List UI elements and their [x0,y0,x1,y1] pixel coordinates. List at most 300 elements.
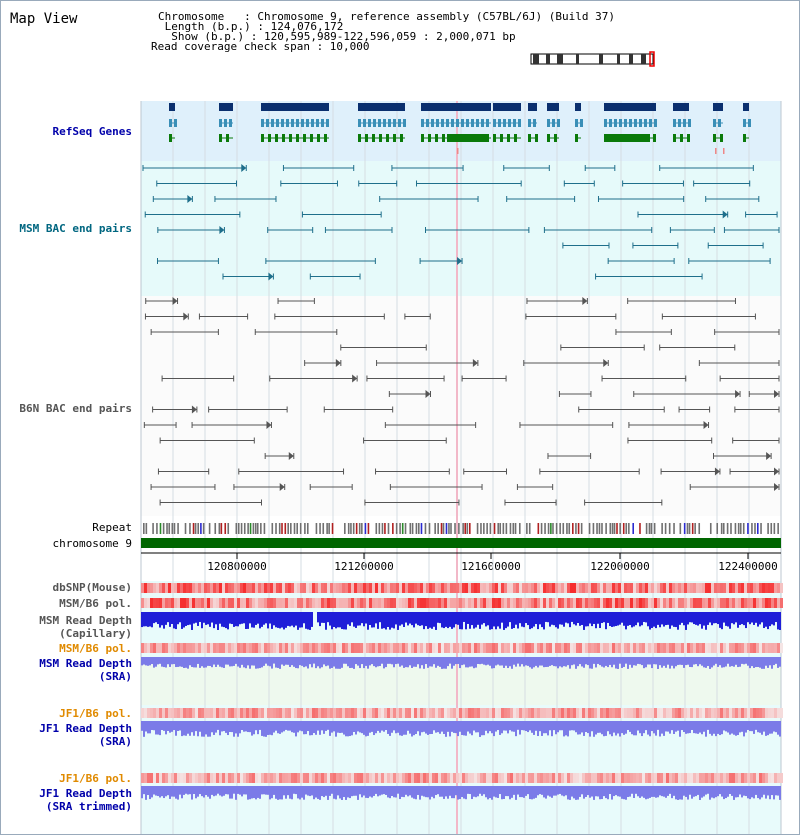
read-depth-bar [751,657,753,666]
polymorphism-cell [684,583,687,593]
polymorphism-cell [672,598,675,608]
read-depth-bar [283,612,285,629]
read-depth-bar [733,721,735,735]
track-label-b6n-bac[interactable]: B6N BAC end pairs [19,402,132,415]
read-depth-bar [463,657,465,665]
read-depth-bar [149,786,151,799]
polymorphism-cell [441,643,444,653]
read-depth-bar [747,612,749,622]
repeat-mark [418,523,420,534]
polymorphism-cell [756,598,759,608]
polymorphism-cell [621,773,624,783]
polymorphism-cell [291,773,294,783]
polymorphism-cell [708,708,711,718]
read-depth-bar [147,786,149,795]
read-depth-bar [173,786,175,797]
polymorphism-cell [702,708,705,718]
read-depth-bar [471,721,473,735]
read-depth-bar [437,657,439,666]
polymorphism-cell [609,643,612,653]
read-depth-bar [141,786,143,798]
read-depth-bar [323,721,325,734]
polymorphism-cell [357,643,360,653]
polymorphism-cell [714,708,717,718]
read-depth-bar [557,657,559,668]
polymorphism-cell [249,583,252,593]
read-depth-bar [523,721,525,730]
polymorphism-cell [714,643,717,653]
read-depth-bar [433,612,435,627]
polymorphism-cell [393,643,396,653]
polymorphism-cell [639,598,642,608]
polymorphism-cell [453,773,456,783]
polymorphism-cell [156,643,159,653]
read-depth-bar [401,612,403,624]
read-depth-bar [399,721,401,735]
polymorphism-cell [711,643,714,653]
repeat-mark [751,523,753,534]
read-depth-bar [501,721,503,733]
polymorphism-cell [522,708,525,718]
read-depth-bar [501,657,503,665]
read-depth-bar [439,657,441,667]
polymorphism-cell [249,598,252,608]
read-depth-bar [749,721,751,731]
read-depth-bar [141,721,143,731]
read-depth-bar [727,612,729,626]
read-depth-bar [615,786,617,795]
polymorphism-cell [507,583,510,593]
read-depth-bar [425,612,427,626]
polymorphism-cell [444,643,447,653]
polymorphism-cell [273,708,276,718]
polymorphism-cell [255,598,258,608]
polymorphism-cell [582,708,585,718]
read-depth-bar [265,721,267,737]
polymorphism-cell [705,583,708,593]
read-depth-bar [217,657,219,665]
polymorphism-cell [306,598,309,608]
repeat-mark [599,523,601,534]
read-depth-bar [501,786,503,799]
polymorphism-cell [750,643,753,653]
repeat-mark [462,523,464,534]
polymorphism-cell [444,708,447,718]
read-depth-bar [169,721,171,733]
read-depth-bar [299,657,301,665]
polymorphism-cell [678,583,681,593]
read-depth-bar [733,657,735,667]
polymorphism-cell [477,708,480,718]
read-depth-bar [537,721,539,736]
polymorphism-cell [231,773,234,783]
read-depth-bar [647,721,649,735]
polymorphism-cell [168,643,171,653]
polymorphism-cell [309,598,312,608]
polymorphism-cell [753,643,756,653]
polymorphism-cell [432,643,435,653]
polymorphism-cell [648,773,651,783]
polymorphism-cell [396,583,399,593]
polymorphism-cell [672,708,675,718]
read-depth-bar [241,612,243,624]
read-depth-bar [259,612,261,628]
polymorphism-cell [258,708,261,718]
read-depth-bar [755,721,757,730]
polymorphism-cell [330,598,333,608]
polymorphism-cell [639,773,642,783]
polymorphism-cell [666,773,669,783]
polymorphism-cell [246,708,249,718]
read-depth-bar [279,612,281,628]
read-depth-bar [149,612,151,626]
polymorphism-cell [165,643,168,653]
read-depth-bar [177,721,179,731]
read-depth-bar [609,657,611,665]
repeat-mark [538,523,540,534]
polymorphism-cell [564,773,567,783]
polymorphism-cell [234,583,237,593]
read-depth-bar [275,612,277,627]
polymorphism-cell [450,643,453,653]
read-depth-bar [679,786,681,799]
read-depth-bar [147,657,149,666]
repeat-mark [698,523,700,534]
read-depth-bar [713,612,715,623]
read-depth-bar [745,612,747,628]
polymorphism-cell [336,773,339,783]
read-depth-bar [611,612,613,627]
read-depth-bar [649,657,651,665]
read-depth-bar [165,721,167,734]
read-depth-bar [659,657,661,665]
polymorphism-cell [174,708,177,718]
track-label-msm-bac[interactable]: MSM BAC end pairs [19,222,132,235]
polymorphism-cell [300,708,303,718]
read-depth-bar [441,786,443,797]
axis-tick-label: 122000000 [590,560,650,573]
read-depth-bar [277,657,279,668]
polymorphism-cell [225,598,228,608]
polymorphism-cell [267,643,270,653]
read-depth-bar [533,786,535,799]
ideogram-band [557,54,563,64]
genome-map-canvas[interactable] [1,1,799,834]
read-depth-bar [285,786,287,799]
read-depth-bar [695,786,697,796]
gene-exon [609,119,612,127]
polymorphism-cell [699,708,702,718]
read-depth-bar [437,721,439,732]
polymorphism-cell [216,708,219,718]
read-depth-bar [531,612,533,628]
read-depth-bar [351,721,353,735]
polymorphism-cell [681,583,684,593]
gene-exon [720,134,723,142]
read-depth-bar [361,657,363,664]
read-depth-bar [585,612,587,626]
read-depth-bar [413,786,415,799]
read-depth-bar [349,786,351,798]
polymorphism-cell [768,773,771,783]
read-depth-bar [445,786,447,796]
repeat-mark [214,523,216,534]
repeat-mark [513,523,515,534]
polymorphism-cell [615,708,618,718]
read-depth-bar [413,657,415,667]
read-depth-bar [615,657,617,669]
polymorphism-cell [315,708,318,718]
read-depth-bar [587,612,589,626]
repeat-mark [328,523,330,534]
read-depth-bar [763,657,765,669]
gene-exon [358,134,361,142]
polymorphism-cell [345,643,348,653]
repeat-mark [689,523,691,534]
polymorphism-cell [264,583,267,593]
polymorphism-cell [288,598,291,608]
polymorphism-cell [462,643,465,653]
gene-exon [461,119,464,127]
repeat-mark [399,523,401,534]
track-label-refseq[interactable]: RefSeq Genes [52,125,132,138]
read-depth-bar [613,786,615,796]
read-depth-bar [687,657,689,665]
polymorphism-cell [609,773,612,783]
read-depth-bar [239,786,241,795]
polymorphism-cell [330,643,333,653]
polymorphism-cell [471,773,474,783]
polymorphism-cell [267,773,270,783]
polymorphism-cell [423,643,426,653]
read-depth-bar [773,786,775,799]
read-depth-bar [443,721,445,734]
polymorphism-cell [549,583,552,593]
gene-exon [500,134,503,142]
read-depth-bar [681,657,683,665]
polymorphism-cell [489,643,492,653]
read-depth-bar [319,721,321,735]
read-depth-bar [589,721,591,737]
read-depth-bar [225,657,227,665]
read-depth-bar [509,657,511,666]
polymorphism-cell [780,583,783,593]
read-depth-bar [497,612,499,626]
gene-exon [604,119,607,127]
gene-exon [644,119,647,127]
repeat-mark [619,523,621,534]
polymorphism-cell [753,708,756,718]
repeat-mark [209,523,211,534]
read-depth-bar [531,786,533,799]
polymorphism-cell [189,643,192,653]
read-depth-bar [625,786,627,800]
read-depth-bar [673,721,675,734]
read-depth-bar [425,721,427,734]
repeat-mark [384,523,386,534]
repeat-mark [279,523,281,534]
polymorphism-cell [435,708,438,718]
read-depth-bar [767,657,769,668]
read-depth-bar [577,612,579,623]
read-depth-bar [347,721,349,736]
polymorphism-cell [336,708,339,718]
polymorphism-cell [333,643,336,653]
track-label-msm-b6-pol-1: MSM/B6 pol. [59,597,132,610]
repeat-mark [497,523,499,534]
read-depth-bar [467,612,469,624]
gene-exon [533,119,536,127]
read-depth-bar [425,786,427,797]
read-depth-bar [495,612,497,629]
read-depth-bar [367,612,369,630]
read-depth-bar [485,657,487,665]
read-depth-bar [763,786,765,795]
read-depth-bar [539,786,541,794]
read-depth-bar [749,657,751,668]
repeat-mark [163,523,165,534]
read-depth-bar [197,612,199,626]
polymorphism-cell [771,598,774,608]
polymorphism-cell [315,773,318,783]
read-depth-bar [409,786,411,795]
gene-exon [226,134,229,142]
read-depth-bar [235,612,237,626]
repeat-mark [499,523,501,534]
polymorphism-cell [231,583,234,593]
repeat-mark [623,523,625,534]
read-depth-bar [345,786,347,800]
read-depth-bar [625,657,627,664]
polymorphism-cell [351,583,354,593]
polymorphism-cell [507,598,510,608]
polymorphism-cell [141,773,144,783]
polymorphism-cell [426,583,429,593]
read-depth-bar [539,657,541,666]
polymorphism-cell [405,583,408,593]
read-depth-bar [601,657,603,667]
read-depth-bar [203,786,205,797]
read-depth-bar [493,612,495,626]
polymorphism-cell [423,598,426,608]
repeat-mark [177,523,179,534]
polymorphism-cell [597,583,600,593]
read-depth-bar [335,721,337,737]
read-depth-bar [201,657,203,666]
polymorphism-cell [150,773,153,783]
polymorphism-cell [597,773,600,783]
chromosome-bar [141,538,781,548]
polymorphism-cell [657,583,660,593]
polymorphism-cell [687,773,690,783]
polymorphism-cell [246,643,249,653]
read-depth-bar [493,657,495,668]
polymorphism-cell [168,708,171,718]
read-depth-bar [477,721,479,732]
read-depth-bar [219,612,221,624]
polymorphism-cell [237,583,240,593]
gene-exon [481,119,484,127]
repeat-mark [483,523,485,534]
read-depth-bar [499,657,501,666]
read-depth-bar [491,657,493,668]
polymorphism-cell [687,583,690,593]
polymorphism-cell [498,708,501,718]
read-depth-bar [373,657,375,666]
read-depth-bar [517,786,519,795]
polymorphism-cell [423,773,426,783]
polymorphism-cell [768,708,771,718]
polymorphism-cell [738,598,741,608]
gene-exon [614,119,617,127]
polymorphism-cell [363,643,366,653]
polymorphism-cell [300,598,303,608]
polymorphism-cell [414,598,417,608]
read-depth-bar [513,612,515,628]
read-depth-bar [681,786,683,800]
read-depth-bar [175,657,177,667]
polymorphism-cell [555,598,558,608]
read-depth-bar [753,786,755,798]
polymorphism-cell [453,643,456,653]
read-depth-bar [527,786,529,794]
track-label-msm-depth-sra: MSM Read Depth [39,657,132,670]
polymorphism-cell [639,708,642,718]
read-depth-bar [247,786,249,800]
read-depth-bar [335,786,337,799]
polymorphism-cell [420,643,423,653]
read-depth-bar [603,612,605,622]
read-depth-bar [241,721,243,730]
polymorphism-cell [318,598,321,608]
read-depth-bar [543,786,545,797]
read-depth-bar [605,786,607,798]
read-depth-bar [719,612,721,628]
read-depth-bar [217,721,219,730]
read-depth-bar [283,657,285,666]
polymorphism-cell [561,583,564,593]
read-depth-bar [531,721,533,733]
read-depth-bar [159,721,161,735]
read-depth-bar [607,721,609,731]
read-depth-bar [369,612,371,625]
read-depth-bar [709,657,711,669]
polymorphism-cell [159,598,162,608]
read-depth-bar [557,721,559,732]
polymorphism-cell [180,708,183,718]
read-depth-bar [579,786,581,797]
read-depth-bar [327,721,329,730]
polymorphism-cell [552,583,555,593]
read-depth-bar [477,657,479,664]
polymorphism-cell [501,708,504,718]
polymorphism-cell [276,773,279,783]
polymorphism-cell [186,708,189,718]
read-depth-bar [255,612,257,625]
gene-exon [508,119,511,127]
track-label-msm-depth-cap-sub: (Capillary) [59,627,132,640]
read-depth-bar [443,786,445,799]
read-depth-bar [273,721,275,733]
polymorphism-cell [192,773,195,783]
polymorphism-cell [360,643,363,653]
read-depth-bar [385,657,387,667]
polymorphism-cell [774,583,777,593]
gene-exon [358,119,361,127]
polymorphism-cell [273,583,276,593]
polymorphism-cell [762,583,765,593]
polymorphism-cell [645,643,648,653]
